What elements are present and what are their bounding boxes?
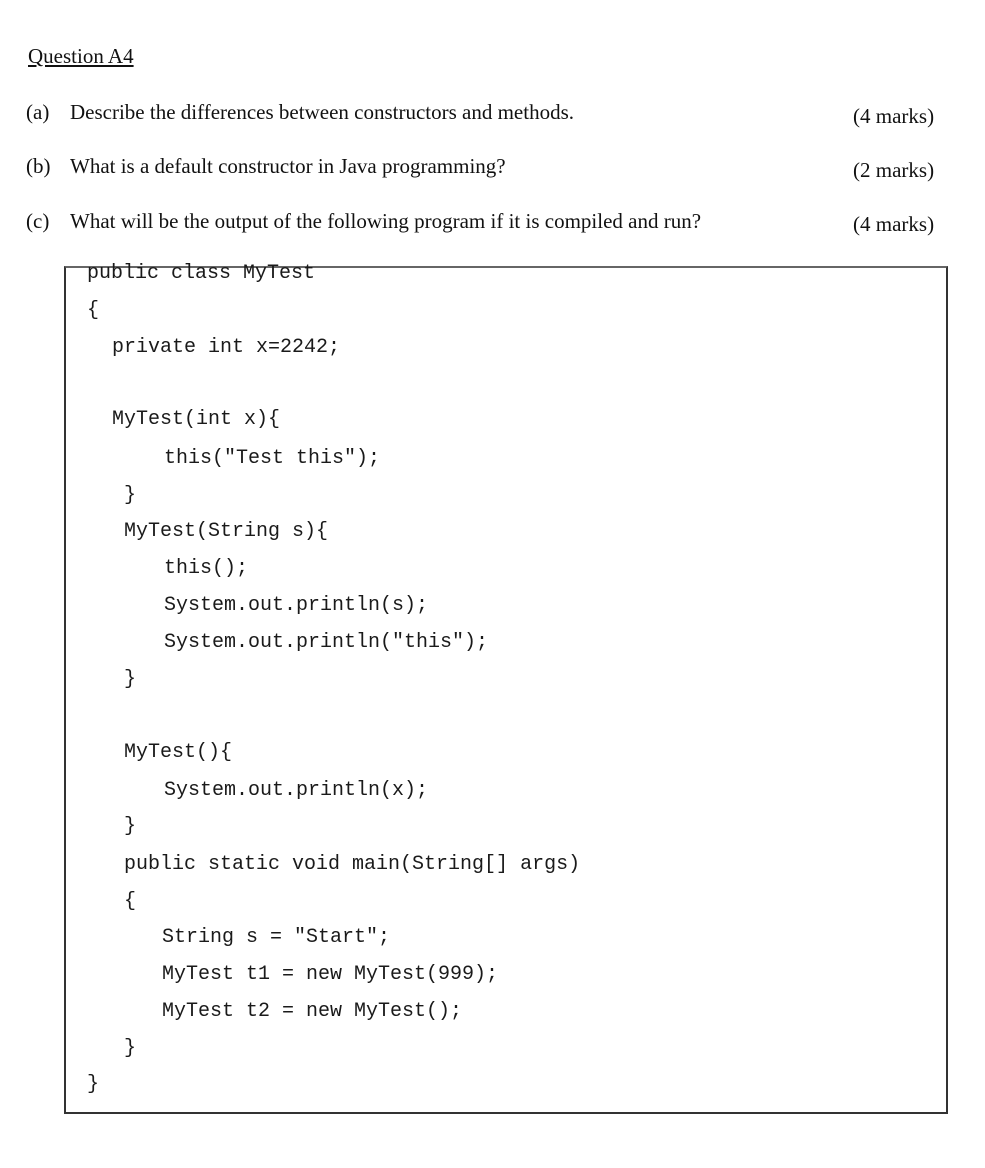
part-text: What will be the output of the following program if it is compiled and run? [70,209,702,233]
code-line: System.out.println(s); [164,594,429,617]
code-line: } [87,1073,100,1096]
code-line: this(); [164,557,249,580]
code-line: MyTest(String s){ [124,520,329,543]
part-label: (c) [26,209,50,233]
code-line: System.out.println(x); [164,779,429,802]
part-label: (a) [26,100,50,124]
part-text: What is a default constructor in Java programming? [70,154,506,178]
question-heading: Question A4 [28,44,134,68]
code-line: MyTest(){ [124,741,233,764]
code-line: public static void main(String[] args) [124,853,581,876]
part-marks: (4 marks) [853,212,935,236]
code-line: } [124,1037,137,1060]
part-marks: (4 marks) [853,104,935,128]
part-marks: (2 marks) [853,158,935,182]
code-line: this("Test this"); [164,447,381,470]
code-box [64,266,948,1114]
code-line: { [87,299,100,322]
code-line: private int x=2242; [112,336,341,359]
code-line: String s = "Start"; [162,926,391,949]
code-line: System.out.println("this"); [164,631,489,654]
code-line: } [124,815,137,838]
code-line: public class MyTest [87,262,316,285]
code-line: } [124,668,137,691]
code-line: MyTest(int x){ [112,408,281,431]
code-line: { [124,890,137,913]
part-label: (b) [26,154,51,178]
part-text: Describe the differences between constructors and methods. [70,100,575,124]
code-line: MyTest t1 = new MyTest(999); [162,963,499,986]
code-line: MyTest t2 = new MyTest(); [162,1000,463,1023]
code-line: } [124,484,137,507]
